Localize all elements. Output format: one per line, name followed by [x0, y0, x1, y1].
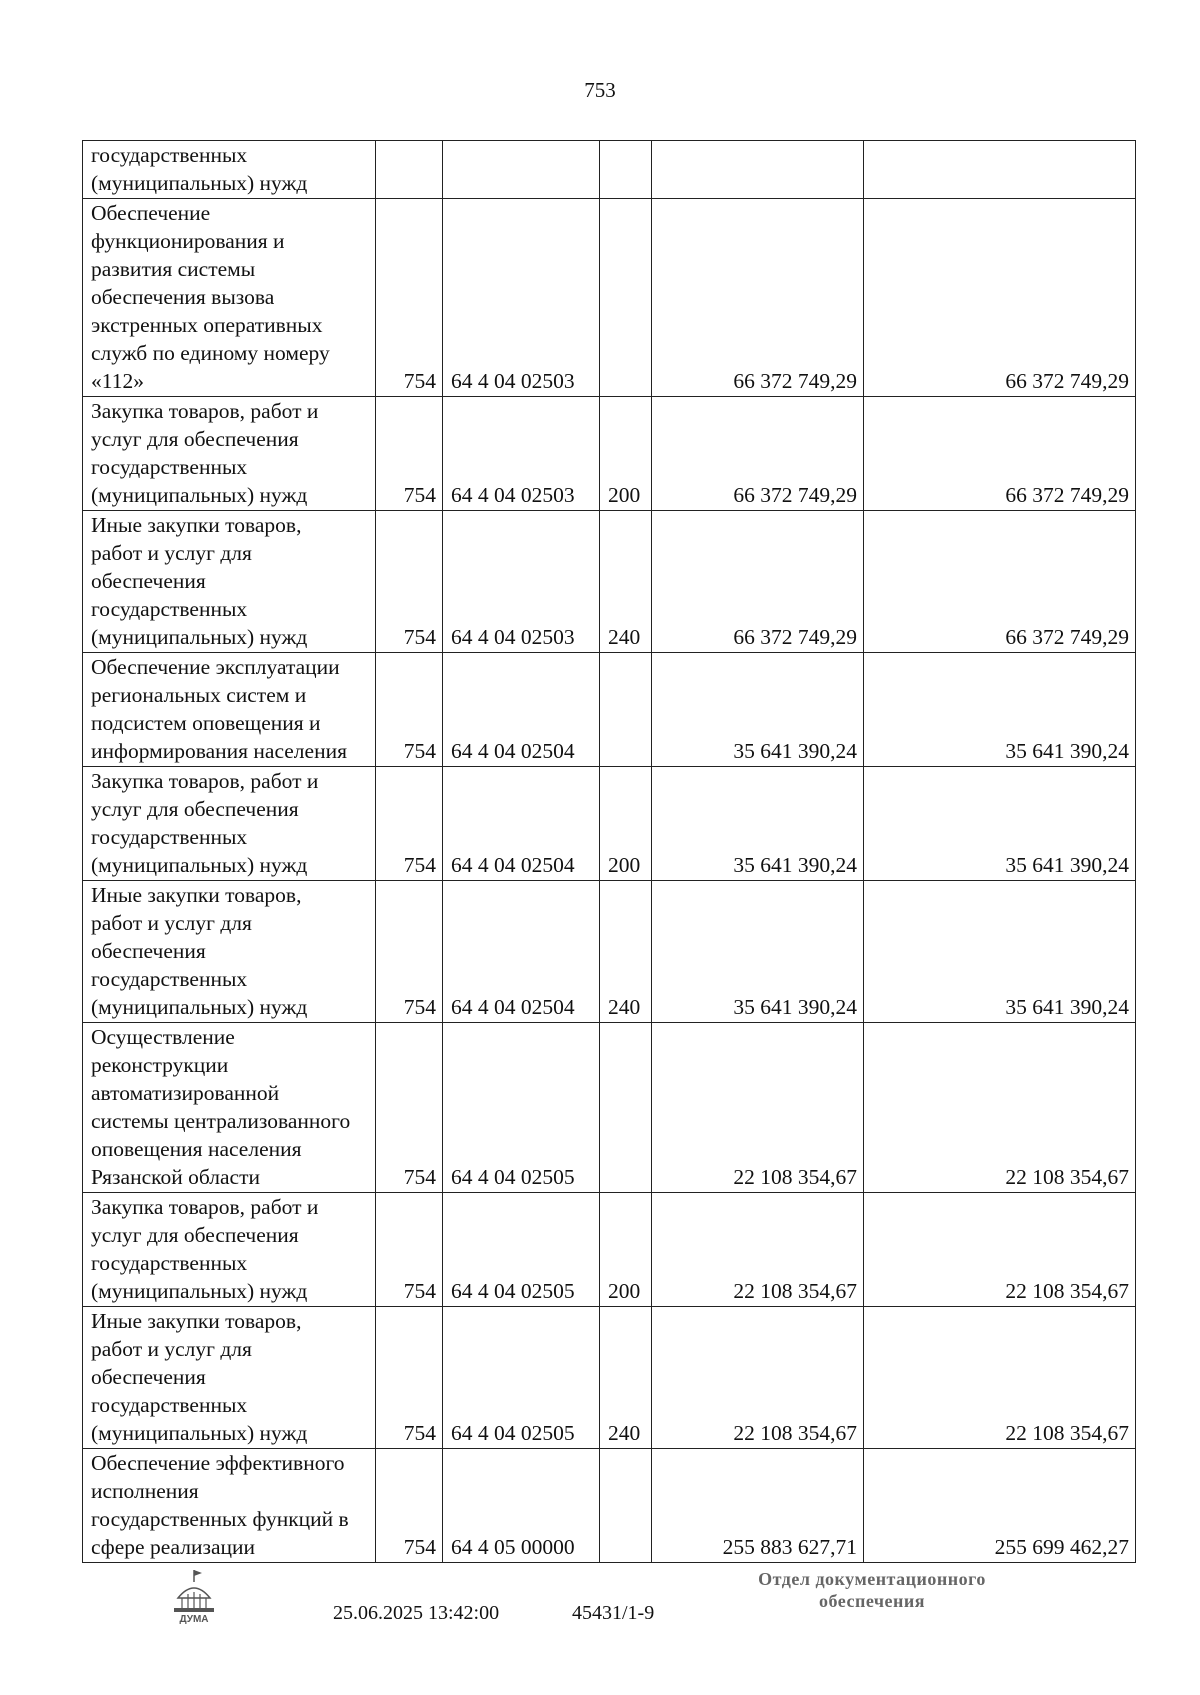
expense-name-line: услуг для обеспечения — [91, 797, 299, 821]
amount-year-2: 22 108 354,67 — [864, 1023, 1136, 1193]
expense-type-code: 200 — [600, 767, 652, 881]
expense-name-line: сфере реализации — [91, 1535, 256, 1559]
target-article-code: 64 4 04 02505 — [443, 1307, 600, 1449]
expense-name — [83, 397, 376, 511]
budget-admin-code: 754 — [376, 397, 443, 511]
expense-type-code — [600, 1449, 652, 1563]
expense-name-line: Обеспечение эффективного — [91, 1451, 345, 1475]
expense-name — [83, 1193, 376, 1307]
budget-admin-code — [376, 141, 443, 199]
budget-admin-code: 754 — [376, 199, 443, 397]
expense-name — [83, 881, 376, 1023]
expense-name-line: автоматизированной — [91, 1081, 280, 1105]
target-article-code: 64 4 04 02504 — [443, 881, 600, 1023]
registration-number: 45431/1-9 — [572, 1602, 655, 1624]
expense-name-line: государственных — [91, 825, 248, 849]
amount-year-1: 35 641 390,24 — [652, 653, 864, 767]
page-number: 753 — [584, 78, 616, 102]
target-article-code: 64 4 05 00000 — [443, 1449, 600, 1563]
amount-year-2: 66 372 749,29 — [864, 397, 1136, 511]
expense-name-line: государственных — [91, 455, 248, 479]
expense-name-line: развития системы — [91, 257, 256, 281]
expense-name — [83, 141, 376, 199]
expense-name-line: государственных функций в — [91, 1507, 349, 1531]
expense-name-line: государственных — [91, 1393, 248, 1417]
amount-year-1: 66 372 749,29 — [652, 397, 864, 511]
table-row — [83, 141, 1136, 199]
expense-name-line: (муниципальных) нужд — [91, 853, 308, 877]
amount-year-2: 35 641 390,24 — [864, 653, 1136, 767]
expense-name-line: (муниципальных) нужд — [91, 625, 308, 649]
budget-admin-code: 754 — [376, 1307, 443, 1449]
amount-year-1 — [652, 141, 864, 199]
expense-name-line: работ и услуг для — [91, 541, 252, 565]
table-row — [83, 1307, 1136, 1449]
budget-admin-code: 754 — [376, 1193, 443, 1307]
expense-name-line: Иные закупки товаров, — [91, 1309, 302, 1333]
amount-year-2: 66 372 749,29 — [864, 199, 1136, 397]
expense-name-line: региональных систем и — [91, 683, 307, 707]
target-article-code: 64 4 04 02503 — [443, 199, 600, 397]
expense-name-line: Иные закупки товаров, — [91, 513, 302, 537]
expense-name-line: реконструкции — [91, 1053, 229, 1077]
table-row — [83, 511, 1136, 653]
department-stamp — [722, 1568, 1022, 1612]
expense-name-line: (муниципальных) нужд — [91, 171, 308, 195]
target-article-code: 64 4 04 02504 — [443, 767, 600, 881]
budget-admin-code: 754 — [376, 1023, 443, 1193]
amount-year-1: 66 372 749,29 — [652, 511, 864, 653]
table-row — [83, 1449, 1136, 1563]
table-row — [83, 199, 1136, 397]
expense-name-line: Закупка товаров, работ и — [91, 1195, 319, 1219]
expense-type-code — [600, 141, 652, 199]
table-row — [83, 1193, 1136, 1307]
duma-building-icon — [168, 1568, 220, 1624]
target-article-code: 64 4 04 02503 — [443, 511, 600, 653]
expense-name-line: оповещения населения — [91, 1137, 302, 1161]
expense-name-line: экстренных оперативных — [91, 313, 323, 337]
amount-year-1: 22 108 354,67 — [652, 1023, 864, 1193]
stamp-line: Отдел документационного — [758, 1569, 986, 1589]
expense-name — [83, 1307, 376, 1449]
table-row — [83, 881, 1136, 1023]
expense-type-code: 240 — [600, 511, 652, 653]
budget-table-body — [83, 141, 1136, 1563]
expense-name-line: функционирования и — [91, 229, 285, 253]
amount-year-1: 66 372 749,29 — [652, 199, 864, 397]
expense-type-code: 200 — [600, 397, 652, 511]
amount-year-1: 35 641 390,24 — [652, 881, 864, 1023]
target-article-code: 64 4 04 02504 — [443, 653, 600, 767]
expense-type-code — [600, 199, 652, 397]
budget-table — [82, 140, 1136, 1563]
expense-name — [83, 653, 376, 767]
expense-type-code: 200 — [600, 1193, 652, 1307]
document-datetime: 25.06.2025 13:42:00 — [333, 1602, 500, 1624]
expense-name-line: (муниципальных) нужд — [91, 1279, 308, 1303]
expense-name-line: подсистем оповещения и — [91, 711, 321, 735]
amount-year-2: 35 641 390,24 — [864, 881, 1136, 1023]
expense-name — [83, 767, 376, 881]
expense-name-line: услуг для обеспечения — [91, 427, 299, 451]
stamp-line: обеспечения — [819, 1591, 925, 1611]
expense-name-line: работ и услуг для — [91, 1337, 252, 1361]
budget-admin-code: 754 — [376, 1449, 443, 1563]
expense-name-line: обеспечения — [91, 939, 206, 963]
table-row — [83, 653, 1136, 767]
amount-year-2: 35 641 390,24 — [864, 767, 1136, 881]
table-row — [83, 767, 1136, 881]
expense-type-code — [600, 653, 652, 767]
target-article-code — [443, 141, 600, 199]
expense-name-line: обеспечения — [91, 1365, 206, 1389]
amount-year-2 — [864, 141, 1136, 199]
amount-year-2: 255 699 462,27 — [864, 1449, 1136, 1563]
amount-year-2: 22 108 354,67 — [864, 1307, 1136, 1449]
budget-admin-code: 754 — [376, 511, 443, 653]
target-article-code: 64 4 04 02503 — [443, 397, 600, 511]
expense-name-line: государственных — [91, 1251, 248, 1275]
amount-year-2: 66 372 749,29 — [864, 511, 1136, 653]
expense-name — [83, 511, 376, 653]
expense-name-line: исполнения — [91, 1479, 199, 1503]
expense-name-line: государственных — [91, 967, 248, 991]
target-article-code: 64 4 04 02505 — [443, 1193, 600, 1307]
table-row — [83, 397, 1136, 511]
amount-year-2: 22 108 354,67 — [864, 1193, 1136, 1307]
budget-admin-code: 754 — [376, 653, 443, 767]
expense-type-code — [600, 1023, 652, 1193]
expense-name — [83, 199, 376, 397]
amount-year-1: 255 883 627,71 — [652, 1449, 864, 1563]
expense-type-code: 240 — [600, 1307, 652, 1449]
expense-name-line: обеспечения — [91, 569, 206, 593]
table-row — [83, 1023, 1136, 1193]
expense-name-line: информирования населения — [91, 739, 347, 763]
amount-year-1: 22 108 354,67 — [652, 1307, 864, 1449]
expense-name — [83, 1023, 376, 1193]
expense-name-line: государственных — [91, 597, 248, 621]
logo-text: ДУМА — [179, 1614, 209, 1624]
budget-admin-code: 754 — [376, 767, 443, 881]
budget-admin-code: 754 — [376, 881, 443, 1023]
expense-name-line: государственных — [91, 143, 248, 167]
expense-name-line: системы централизованного — [91, 1109, 351, 1133]
expense-name-line: услуг для обеспечения — [91, 1223, 299, 1247]
expense-name-line: Закупка товаров, работ и — [91, 399, 319, 423]
expense-name-line: служб по единому номеру — [91, 341, 330, 365]
target-article-code: 64 4 04 02505 — [443, 1023, 600, 1193]
expense-name-line: (муниципальных) нужд — [91, 1421, 308, 1445]
expense-name-line: Закупка товаров, работ и — [91, 769, 319, 793]
expense-name-line: «112» — [91, 369, 144, 393]
expense-name-line: (муниципальных) нужд — [91, 483, 308, 507]
expense-name-line: Обеспечение — [91, 201, 211, 225]
expense-type-code: 240 — [600, 881, 652, 1023]
expense-name — [83, 1449, 376, 1563]
expense-name-line: работ и услуг для — [91, 911, 252, 935]
expense-name-line: (муниципальных) нужд — [91, 995, 308, 1019]
expense-name-line: обеспечения вызова — [91, 285, 275, 309]
amount-year-1: 22 108 354,67 — [652, 1193, 864, 1307]
expense-name-line: Иные закупки товаров, — [91, 883, 302, 907]
expense-name-line: Обеспечение эксплуатации — [91, 655, 340, 679]
expense-name-line: Рязанской области — [91, 1165, 260, 1189]
amount-year-1: 35 641 390,24 — [652, 767, 864, 881]
expense-name-line: Осуществление — [91, 1025, 235, 1049]
